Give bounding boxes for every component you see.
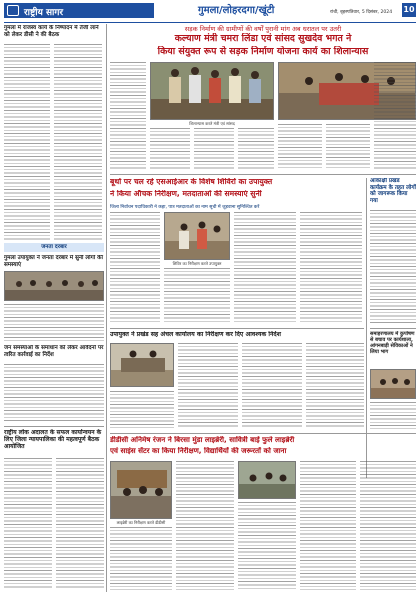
left-story2-headline: गुमला उपायुक्त ने जनता दरबार में सुनी लोगों की समस्याएं xyxy=(4,255,103,268)
lead-photo xyxy=(150,62,274,120)
library-photo-illustration xyxy=(111,462,172,519)
bottom-col2-text xyxy=(176,461,234,590)
lead-col5-text xyxy=(278,124,322,170)
section-divider xyxy=(4,426,104,427)
second-col2-text xyxy=(164,268,230,324)
lead-headline-line2: किया संयुक्त रूप से सड़क निर्माण योजना कार्य का शिलान्यास xyxy=(157,46,369,57)
lead-kicker: सड़क निर्माण की ग्रामीणों की वर्षों पुरानी मांग अब धरातल पर उतरी xyxy=(184,25,342,33)
mid-col0-text xyxy=(110,391,174,429)
second-col1-text xyxy=(110,212,160,324)
science-center-photo xyxy=(238,461,296,499)
lead-bottom-rule xyxy=(110,174,416,175)
booth-photo xyxy=(164,212,230,260)
mid-headline: उपायुक्त ने प्रखंड सह अंचल कार्यालय का निरीक्षण कर दिए आवश्यक निर्देश xyxy=(110,331,281,338)
masthead-rule xyxy=(4,22,416,23)
library-photo-caption: लाइब्रेरी का निरीक्षण करते डीडीसी xyxy=(116,520,166,525)
edition-name: गुमला/लोहरदगा/खूंटी xyxy=(198,5,275,16)
right-story2-headline: समाहरणालय में कुपोषण से बचाव पर कार्यशाला, आंगनबाड़ी सेविकाओं ने लिया भाग xyxy=(370,331,415,355)
mid-top-rule xyxy=(110,328,364,329)
left-story4-col2 xyxy=(56,458,104,590)
right-mid-rule xyxy=(370,328,416,329)
lead-col4-text xyxy=(238,128,274,170)
lead-col6-text xyxy=(326,124,370,170)
booth-photo-illustration xyxy=(165,213,230,260)
bottom-col1-text xyxy=(110,527,172,590)
second-col3-text xyxy=(234,212,296,324)
mid-col1-text xyxy=(178,343,238,429)
second-headline-line2: ने किया औचक निरीक्षण, मतदाताओं की समस्याएं सुनीं xyxy=(110,190,262,198)
lead-col2-text xyxy=(150,128,190,170)
crowd-photo-illustration xyxy=(5,272,104,301)
lead-photo-caption: शिलान्यास करते मंत्री एवं सांसद xyxy=(189,121,235,126)
second-subhead: जिला निर्वाचन पदाधिकारी ने कहा, पात्र मतदाताओं का नाम सूची में जुड़वाना सुनिश्चित करें xyxy=(110,205,260,210)
masthead xyxy=(0,0,420,22)
mid-col3-text xyxy=(306,343,364,429)
column-divider xyxy=(106,24,107,592)
left-top-headline: गुमला में राजस्व कार्य के निष्पादन में तेजी लाने को लेकर डीसी ने की बैठक xyxy=(4,25,99,38)
left-story2-photo xyxy=(4,271,104,301)
bottom-col5-text xyxy=(360,461,416,590)
dateline: रांची, बृहस्पतिवार, 5 दिसंबर, 2024 xyxy=(330,10,393,15)
science-center-photo-illustration xyxy=(239,462,296,499)
right-story2-text xyxy=(370,402,416,429)
library-photo xyxy=(110,461,172,519)
second-col4-text xyxy=(300,212,362,324)
page-number: 10 xyxy=(402,3,416,17)
section-label: जनता दरबार xyxy=(4,243,104,252)
bottom-headline-line2: एवं साइंस सेंटर का किया निरीक्षण, विद्यार्थियों की जरूरतों को जाना xyxy=(110,447,287,455)
left-story3-headline: जन समस्याओं के समाधान को लेकर आवेदनों पर त्वरित कार्रवाई का निर्देश xyxy=(4,345,104,358)
logo-text: राष्ट्रीय सागर xyxy=(24,8,64,18)
lead-col3-text xyxy=(194,128,234,170)
bottom-col4-text xyxy=(300,461,356,590)
left-col1-text xyxy=(4,44,50,240)
booth-photo-caption: शिविर का निरीक्षण करते उपायुक्त xyxy=(172,261,222,266)
right-story2-photo xyxy=(370,369,416,399)
right-col-text xyxy=(370,210,416,324)
second-headline-line1: बूथों पर चल रहे एसआईआर के विशेष शिविरों का उपायुक्त xyxy=(110,178,273,186)
left-story2-text xyxy=(4,304,104,342)
left-story4-col1 xyxy=(4,458,52,590)
bottom-top-rule xyxy=(110,433,416,434)
left-col2-text xyxy=(54,44,102,240)
bottom-col3-text xyxy=(238,502,296,590)
lead-headline-line1: कल्याण मंत्री चमरा लिंडा एवं सांसद सुखदेव भगत ने xyxy=(174,33,352,44)
lead-col7-text xyxy=(374,62,416,170)
mid-photo xyxy=(110,343,174,387)
mid-col2-text xyxy=(242,343,302,429)
office-photo-illustration xyxy=(111,344,174,387)
left-story4-headline: राष्ट्रीय लोक अदालत के सफल कार्यान्वयन के लिए जिला न्यायपालिका की महत्वपूर्ण बैठक आयोजित xyxy=(4,429,102,451)
bottom-headline-line1: डीडीसी अनिमेष रंजन ने बिरसा मुंडा लाइब्रेरी, सावित्री बाई फुले लाइब्रेरी xyxy=(110,436,295,444)
logo-emblem-icon xyxy=(7,5,19,16)
workshop-photo-illustration xyxy=(371,370,416,399)
right-headline: आकांक्षी प्रखंड कार्यक्रम के तहत लोगों को जागरूक किया गया xyxy=(370,178,416,205)
lead-photo-illustration xyxy=(151,63,274,120)
lead-col1-text xyxy=(110,62,146,170)
newspaper-logo xyxy=(4,3,154,18)
left-story3-text xyxy=(4,364,104,422)
